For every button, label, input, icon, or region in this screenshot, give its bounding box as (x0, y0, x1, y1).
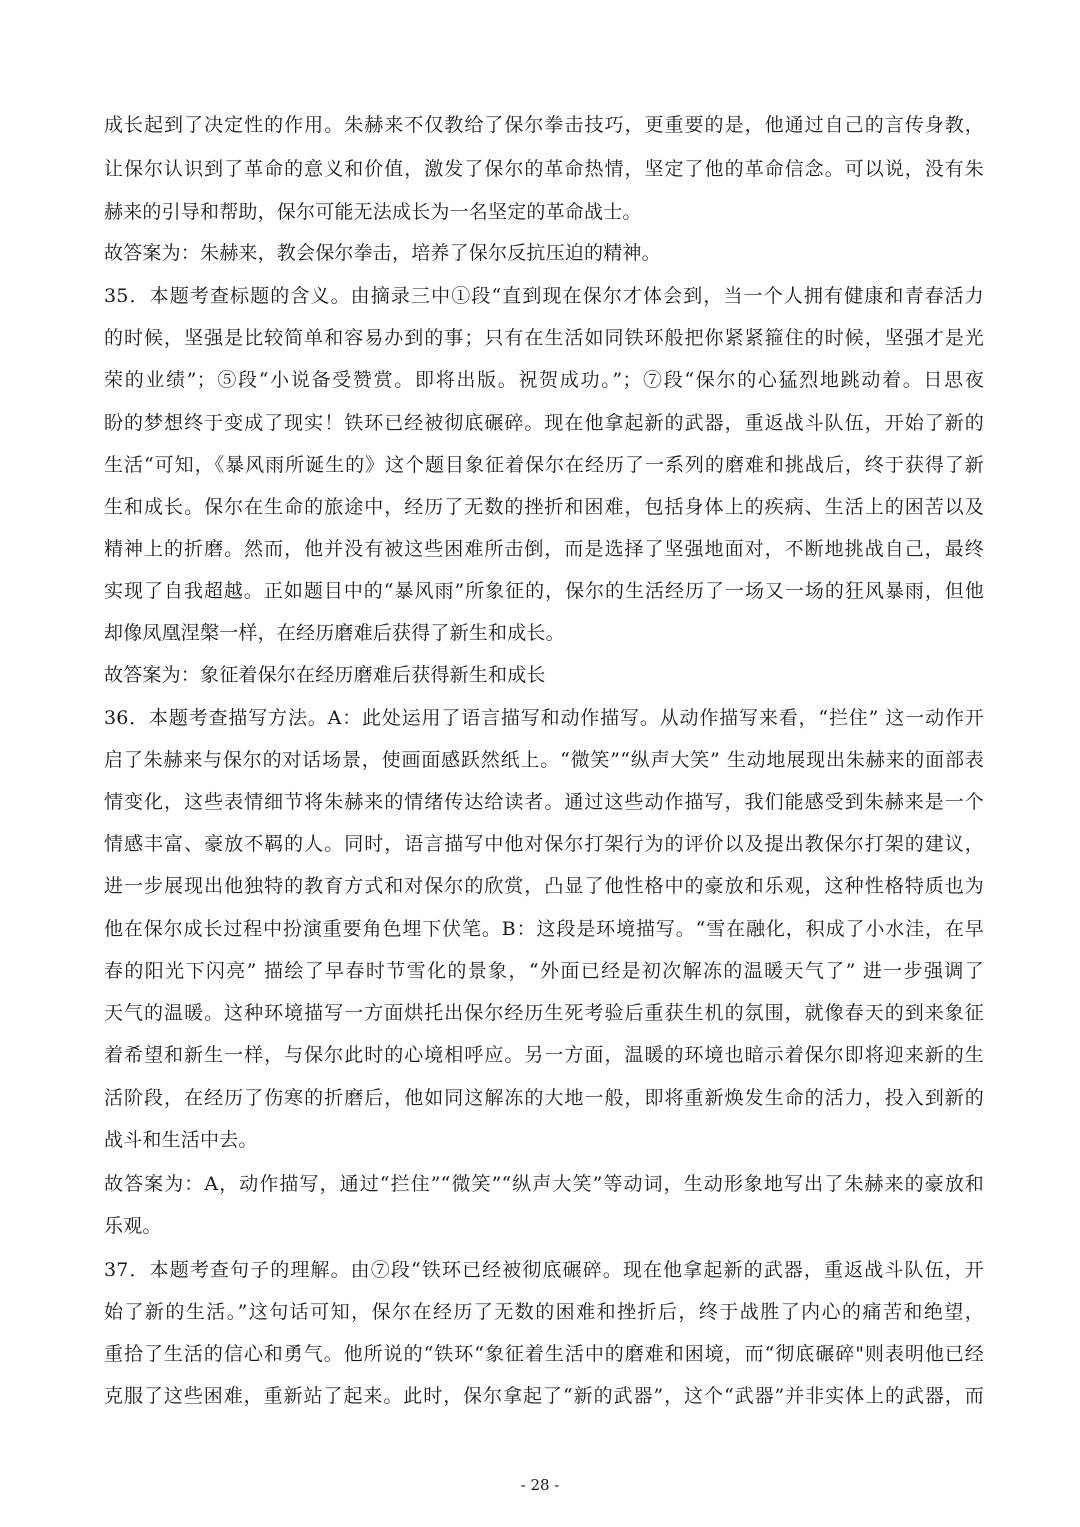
text-line: 36．本题考查描写方法。A：此处运用了语言描写和动作描写。从动作描写来看，“拦住” 这一动作开 (104, 707, 984, 729)
text-line: 天气的温暖。这种环境描写一方面烘托出保尔经历生死考验后重获生机的氛围，就像春天的到来象征 (104, 1002, 984, 1024)
text-line: 故答案为：朱赫来，教会保尔拳击，培养了保尔反抗压迫的精神。 (104, 242, 661, 264)
text-line: 情感丰富、豪放不羁的人。同时，语言描写中他对保尔打架行为的评价以及提出教保尔打架的建议， (104, 833, 984, 855)
text-line: 让保尔认识到了革命的意义和价值，激发了保尔的革命热情，坚定了他的革命信念。可以说，没有朱 (104, 158, 984, 180)
text-line: 实现了自我超越。正如题目中的“暴风雨”所象征的，保尔的生活经历了一场又一场的狂风暴雨，但他 (104, 580, 984, 602)
text-line: 春的阳光下闪亮” 描绘了早春时节雪化的景象，“外面已经是初次解冻的温暖天气了” 进一步强调了 (104, 960, 984, 982)
text-line: 着希望和新生一样，与保尔此时的心境相呼应。另一方面，温暖的环境也暗示着保尔即将迎来新的生 (104, 1044, 984, 1066)
text-line: 荣的业绩”；⑤段“小说备受赞赏。即将出版。祝贺成功。”；⑦段“保尔的心猛烈地跳动着。日思夜 (104, 369, 984, 391)
text-line: 克服了这些困难，重新站了起来。此时，保尔拿起了“新的武器”，这个“武器”并非实体上的武器，而 (104, 1385, 984, 1407)
text-line: 成长起到了决定性的作用。朱赫来不仅教给了保尔拳击技巧，更重要的是，他通过自己的言传身教， (104, 114, 984, 136)
text-line: 故答案为：A，动作描写，通过“拦住”“微笑”“纵声大笑”等动词，生动形象地写出了朱赫来的豪放和 (104, 1173, 984, 1195)
text-line: 他在保尔成长过程中扮演重要角色埋下伏笔。B：这段是环境描写。“雪在融化，积成了小水洼，在早 (104, 918, 984, 940)
text-line: 生活“可知，《暴风雨所诞生的》这个题目象征着保尔在经历了一系列的磨难和挑战后，终于获得了新 (104, 454, 984, 476)
text-line: 重拾了生活的信心和勇气。他所说的“铁环“象征着生活中的磨难和困境，而“彻底碾碎"则表明他已经 (104, 1343, 984, 1365)
text-line: 35．本题考查标题的含义。由摘录三中①段“直到现在保尔才体会到，当一个人拥有健康和青春活力 (104, 285, 984, 307)
text-line: 进一步展现出他独特的教育方式和对保尔的欣赏，凸显了他性格中的豪放和乐观，这种性格特质也为 (104, 875, 984, 897)
text-line: 却像凤凰涅槃一样，在经历磨难后获得了新生和成长。 (104, 622, 565, 644)
page-number: - 28 - (520, 1476, 560, 1494)
text-line: 始了新的生活。”这句话可知，保尔在经历了无数的困难和挫折后，终于战胜了内心的痛苦和绝望， (104, 1301, 984, 1323)
text-line: 活阶段，在经历了伤寒的折磨后，他如同这解冻的大地一般，即将重新焕发生命的活力，投入到新的 (104, 1087, 984, 1109)
text-line: 情变化，这些表情细节将朱赫来的情绪传达给读者。通过这些动作描写，我们能感受到朱赫来是一个 (104, 791, 984, 813)
text-line: 赫来的引导和帮助，保尔可能无法成长为一名坚定的革命战士。 (104, 201, 642, 223)
text-line: 37．本题考查句子的理解。由⑦段“铁环已经被彻底碾碎。现在他拿起新的武器，重返战斗队伍，开 (104, 1259, 984, 1281)
text-line: 的时候，坚强是比较简单和容易办到的事；只有在生活如同铁环般把你紧紧箍住的时候，坚强才是光 (104, 327, 984, 349)
text-line: 启了朱赫来与保尔的对话场景，使画面感跃然纸上。“微笑”“纵声大笑” 生动地展现出朱赫来的面部表 (104, 749, 984, 771)
text-line: 精神上的折磨。然而，他并没有被这些困难所击倒，而是选择了坚强地面对，不断地挑战自己，最终 (104, 538, 984, 560)
text-line: 故答案为：象征着保尔在经历磨难后获得新生和成长 (104, 664, 546, 686)
text-line: 战斗和生活中去。 (104, 1129, 258, 1151)
text-line: 乐观。 (104, 1215, 162, 1237)
text-line: 盼的梦想终于变成了现实！铁环已经被彻底碾碎。现在他拿起新的武器，重返战斗队伍，开始了新的 (104, 412, 984, 434)
text-line: 生和成长。保尔在生命的旅途中，经历了无数的挫折和困难，包括身体上的疾病、生活上的困苦以及 (104, 496, 984, 518)
